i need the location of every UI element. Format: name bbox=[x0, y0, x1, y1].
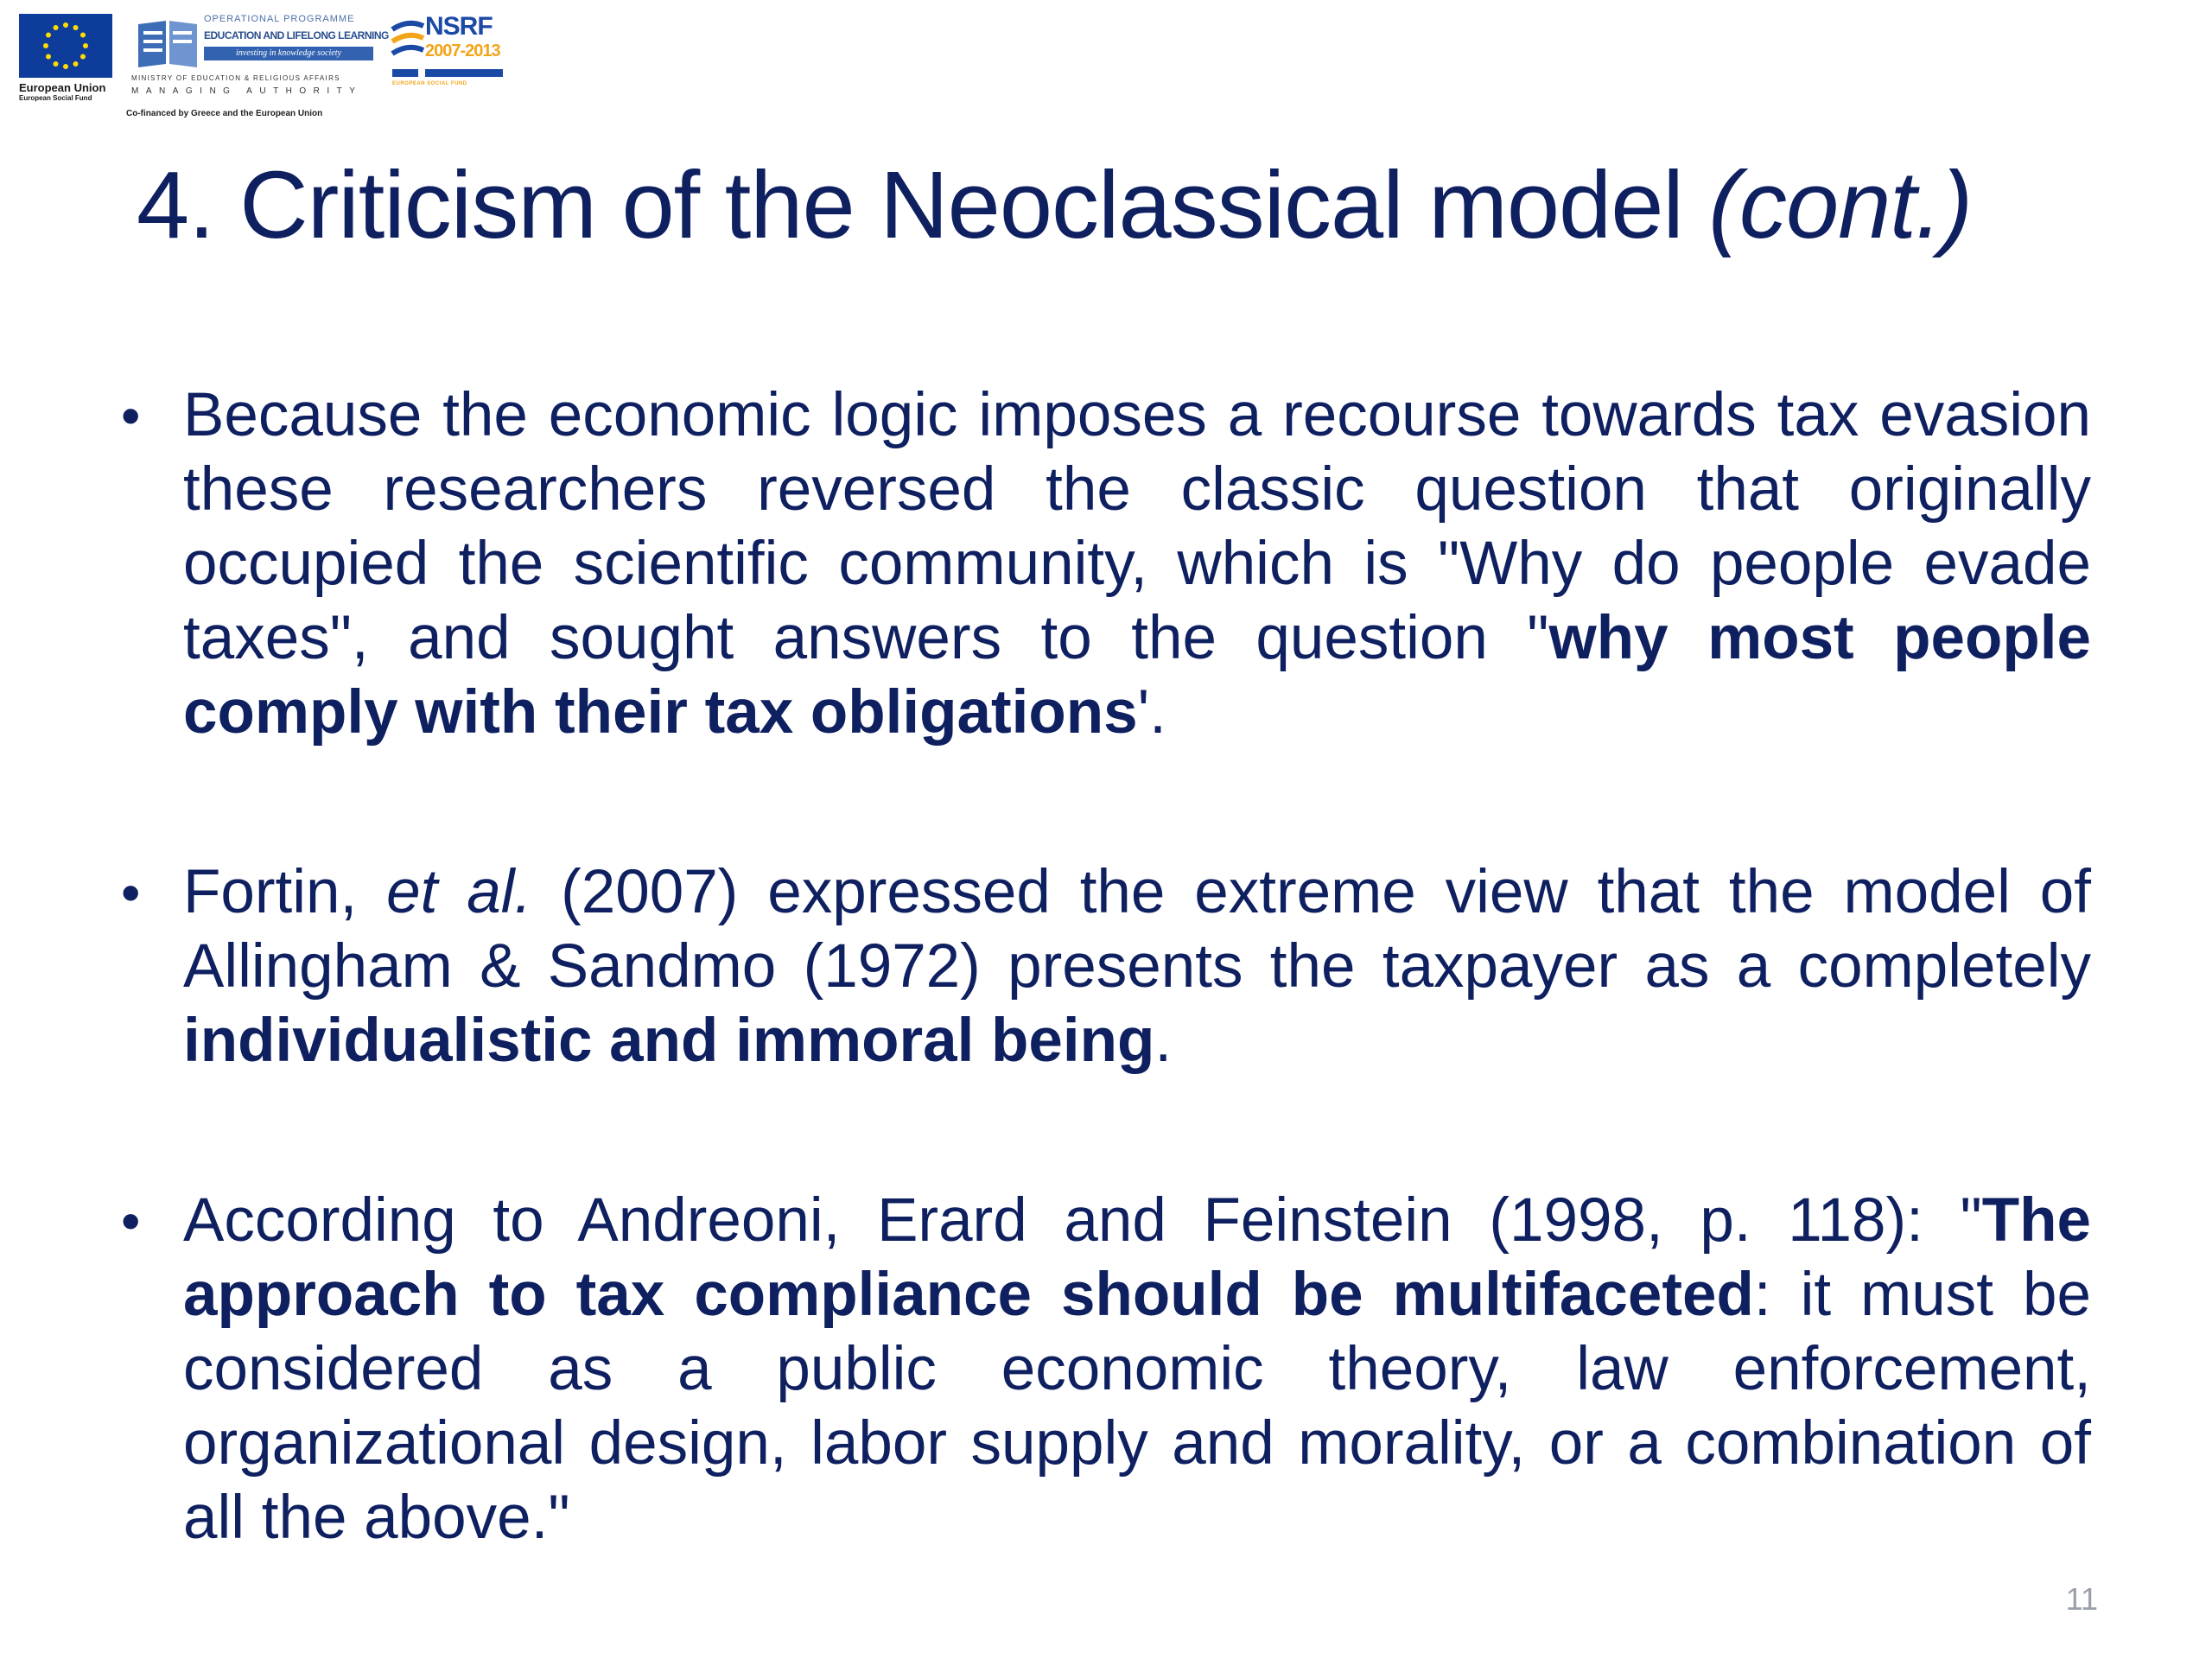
eu-flag-icon bbox=[19, 14, 112, 78]
bullet-text-bold: individualistic and immoral being bbox=[183, 1007, 1155, 1075]
page-number: 11 bbox=[2065, 1581, 2098, 1617]
bullet-item bbox=[121, 855, 2091, 1078]
slide-title bbox=[137, 145, 1972, 266]
bullet-text bbox=[183, 378, 2091, 750]
bullet-text-end: : it must be considered as a public economic theory, law enforcement, organizational design, labor supply and morality, or a combination of all the above." bbox=[183, 1261, 2091, 1552]
bullet-marker: • bbox=[121, 861, 141, 924]
cofinanced-caption: Co-financed by Greece and the European Union bbox=[126, 109, 323, 118]
bullet-text-bold: The approach to tax compliance should be multifaceted bbox=[183, 1186, 2091, 1329]
nsrf-strip-left bbox=[392, 69, 418, 77]
bullet-text-end: '. bbox=[1137, 678, 1166, 747]
bullet-text-bold: why most people comply with their tax obligations bbox=[183, 604, 2091, 747]
op-ministry: MINISTRY OF EDUCATION & RELIGIOUS AFFAIRS bbox=[131, 74, 340, 82]
nsrf-logo bbox=[391, 12, 503, 85]
bullet-marker: • bbox=[121, 1190, 141, 1252]
op-authority: MANAGING AUTHORITY bbox=[131, 86, 363, 96]
eu-subcaption: European Social Fund bbox=[19, 94, 92, 102]
nsrf-years: 2007-2013 bbox=[425, 41, 500, 60]
op-tagline: investing in knowledge society bbox=[204, 47, 373, 60]
slide-title-suffix: (cont.) bbox=[1708, 152, 1973, 258]
op-line2: EDUCATION AND LIFELONG LEARNING bbox=[204, 29, 389, 41]
nsrf-swoosh-icon bbox=[391, 17, 425, 69]
header-logos bbox=[0, 0, 510, 119]
slide-title-main: 4. Criticism of the Neoclassical model bbox=[137, 152, 1683, 258]
bullet-text-part: (2007) expressed the extreme view that the model of Allingham & Sandmo (1972) presents the taxpayer as a completely bbox=[183, 858, 2091, 1001]
bullet-item bbox=[121, 1184, 2091, 1555]
op-line1: OPERATIONAL PROGRAMME bbox=[204, 14, 355, 24]
nsrf-strip bbox=[425, 69, 503, 77]
book-icon bbox=[135, 17, 200, 69]
bullet-text-end: . bbox=[1154, 1007, 1173, 1075]
bullet-item bbox=[121, 378, 2091, 750]
bullet-text-part: Fortin, bbox=[183, 858, 387, 926]
eu-logo bbox=[19, 14, 116, 102]
eu-caption: European Union bbox=[19, 81, 106, 94]
bullet-text-part: According to Andreoni, Erard and Feinstein (1998, p. 118): " bbox=[183, 1186, 1982, 1255]
bullet-marker: • bbox=[121, 385, 141, 447]
bullet-text-italic: et al. bbox=[386, 858, 532, 926]
bullet-text-part: Because the economic logic imposes a recourse towards tax evasion these researchers reversed the classic question that originally occupied the scientific community, which is "Why do people evade taxes", and sought answers to the question " bbox=[183, 381, 2091, 672]
bullet-text bbox=[183, 1184, 2091, 1555]
nsrf-footer: EUROPEAN SOCIAL FUND bbox=[392, 81, 467, 86]
bullet-text bbox=[183, 855, 2091, 1078]
nsrf-title: NSRF bbox=[425, 12, 493, 41]
